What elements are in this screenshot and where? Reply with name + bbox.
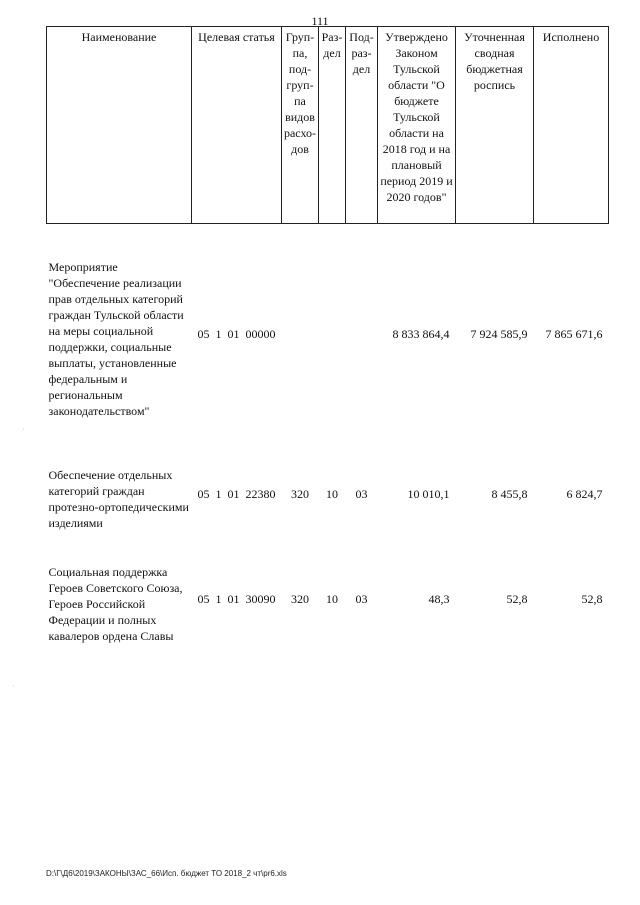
cs-program: 05 [197,592,210,606]
row-name: Мероприятие "Обеспечение реализации прав отдельных категорий граждан Тульской области на меры социальной поддержки, социальные выплаты, установленные федеральным и региональным законодательством" [48,260,184,418]
budget-table [46,26,609,654]
row-executed: 52,8 [581,592,603,606]
cs-event: 01 [227,327,240,341]
row-section: 10 [326,487,338,501]
row-group: 320 [291,487,309,501]
row-group [282,224,319,445]
cs-program: 05 [197,327,210,341]
row-target-article [192,544,282,654]
row-approved: 48,3 [428,592,450,606]
scan-speck: · [12,682,15,691]
cs-direction: 00000 [245,327,276,341]
row-subsection [346,224,378,445]
table-row [47,444,609,544]
row-target-article [192,224,282,445]
header-subsection-label: Под- раз- дел [349,30,374,76]
header-name: Наименование [47,27,192,224]
row-section [319,224,346,445]
cs-subprogram: 1 [215,592,222,606]
header-executed: Исполнено [534,27,609,224]
table-row [47,224,609,445]
header-group [282,27,319,224]
row-refined: 7 924 585,9 [470,327,528,341]
row-name: Социальная поддержка Героев Советского Союза, Героев Российской Федерации и полных кавалеров ордена Славы [48,565,183,643]
row-refined: 52,8 [506,592,528,606]
row-executed: 7 865 671,6 [545,327,603,341]
row-refined: 8 455,8 [491,487,528,501]
cs-direction: 22380 [245,487,276,501]
row-target-article [192,444,282,544]
cs-event: 01 [227,592,240,606]
row-name: Обеспечение отдельных категорий граждан протезно-ортопедическими изделиями [48,468,189,530]
row-section: 10 [326,592,338,606]
cs-event: 01 [227,487,240,501]
page-number: 111 [311,14,329,28]
header-section [319,27,346,224]
cs-direction: 30090 [245,592,276,606]
row-subsection: 03 [355,487,368,501]
table-header-row [47,27,609,224]
header-target-article: Целевая статья [192,27,282,224]
row-approved: 10 010,1 [407,487,450,501]
cs-subprogram: 1 [215,327,222,341]
table-row [47,544,609,654]
scan-speck: · [22,425,25,434]
cs-program: 05 [197,487,210,501]
header-group-label: Груп- па, под- груп- па видов расхо- дов [283,30,317,156]
row-executed: 6 824,7 [566,487,603,501]
header-approved: Утверждено Законом Тульской области "О бюджете Тульской области на 2018 год и на плановый период 2019 и 2020 годов" [378,27,456,224]
cs-subprogram: 1 [215,487,222,501]
file-path-footer: D:\Г\Д6\2019\ЗАКОНЫ\ЗАС_66\Исп. бюджет ТО 2018_2 чт\pr6.xls [46,869,287,878]
row-approved: 8 833 864,4 [392,327,450,341]
header-subsection [346,27,378,224]
row-subsection: 03 [355,592,368,606]
header-refined: Уточненная сводная бюджетная роспись [456,27,534,224]
header-section-label: Раз- дел [321,30,343,60]
row-group: 320 [291,592,309,606]
